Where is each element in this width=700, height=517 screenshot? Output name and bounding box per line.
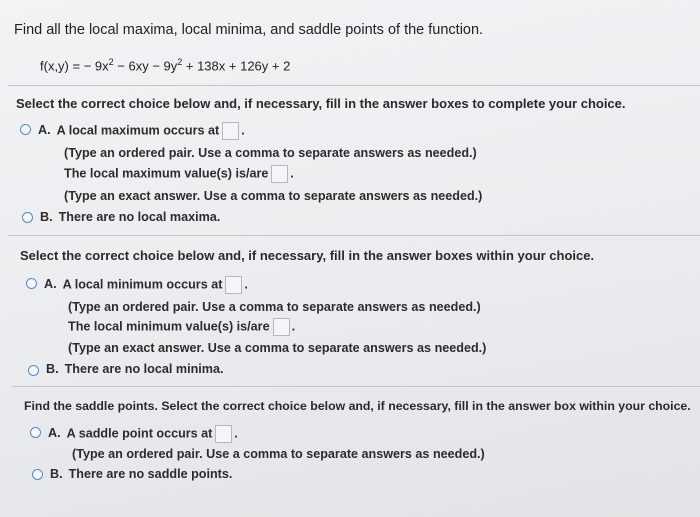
min-option-a[interactable] xyxy=(44,276,248,294)
max-option-b[interactable] xyxy=(40,210,220,224)
saddle-option-a-letter: A. xyxy=(48,426,61,441)
max-option-a-text: A local maximum occurs at xyxy=(56,123,220,138)
min-prompt: Select the correct choice below and, if necessary, fill in the answer boxes within your choice. xyxy=(20,248,595,263)
max-hint-exact: (Type an exact answer. Use a comma to separate answers as needed.) xyxy=(64,189,483,203)
period: . xyxy=(234,426,238,441)
min-option-b-radio[interactable] xyxy=(28,365,39,376)
max-option-a-radio[interactable] xyxy=(20,124,31,135)
min-value-text: The local minimum value(s) is/are xyxy=(68,319,270,334)
min-hint-exact: (Type an exact answer. Use a comma to separate answers as needed.) xyxy=(68,341,487,355)
min-option-b-text: There are no local minima. xyxy=(64,362,224,376)
saddle-option-b[interactable] xyxy=(50,467,232,481)
saddle-location-input[interactable] xyxy=(215,425,232,443)
function-suffix: + 138x + 126y + 2 xyxy=(182,58,291,74)
saddle-option-b-text: There are no saddle points. xyxy=(68,467,233,481)
max-option-b-text: There are no local maxima. xyxy=(58,210,221,224)
min-value-input[interactable] xyxy=(273,318,290,336)
saddle-option-a-text: A saddle point occurs at xyxy=(66,426,213,441)
saddle-option-a-radio[interactable] xyxy=(30,427,41,438)
saddle-option-b-letter: B. xyxy=(50,467,63,481)
min-option-b-letter: B. xyxy=(46,362,59,376)
max-option-a-letter: A. xyxy=(38,123,51,138)
divider xyxy=(8,235,700,236)
period: . xyxy=(244,277,248,292)
period: . xyxy=(291,319,296,334)
min-option-a-radio[interactable] xyxy=(26,278,37,289)
min-hint-pair: (Type an ordered pair. Use a comma to separate answers as needed.) xyxy=(68,300,481,314)
divider xyxy=(12,386,700,387)
period: . xyxy=(241,123,245,138)
exponent-x: 2 xyxy=(108,57,114,67)
exponent-y: 2 xyxy=(177,57,183,67)
min-value-label xyxy=(68,318,295,336)
max-option-b-radio[interactable] xyxy=(22,212,33,223)
max-value-label xyxy=(64,165,294,183)
period: . xyxy=(290,166,294,181)
min-option-a-text: A local minimum occurs at xyxy=(62,277,223,292)
min-option-b[interactable] xyxy=(46,362,223,376)
max-option-b-letter: B. xyxy=(40,210,53,224)
saddle-prompt: Find the saddle points. Select the correct choice below and, if necessary, fill in the answer box within your choice. xyxy=(24,399,691,413)
max-prompt: Select the correct choice below and, if necessary, fill in the answer boxes to complete your choice. xyxy=(16,96,626,111)
function-expression xyxy=(40,57,290,73)
function-prefix: f(x,y) = − 9x xyxy=(40,58,109,74)
function-mid: − 6xy − 9y xyxy=(113,58,178,74)
divider xyxy=(8,85,700,86)
max-location-input[interactable] xyxy=(222,122,239,140)
max-option-a[interactable] xyxy=(38,122,245,140)
question-title: Find all the local maxima, local minima, and saddle points of the function. xyxy=(14,22,484,38)
min-option-a-letter: A. xyxy=(44,277,57,292)
max-hint-pair: (Type an ordered pair. Use a comma to separate answers as needed.) xyxy=(64,146,477,160)
max-value-input[interactable] xyxy=(271,165,288,183)
saddle-hint-pair: (Type an ordered pair. Use a comma to separate answers as needed.) xyxy=(72,447,485,461)
saddle-option-a[interactable] xyxy=(48,425,238,443)
max-value-text: The local maximum value(s) is/are xyxy=(64,166,269,181)
saddle-option-b-radio[interactable] xyxy=(32,469,43,480)
min-location-input[interactable] xyxy=(225,276,242,294)
